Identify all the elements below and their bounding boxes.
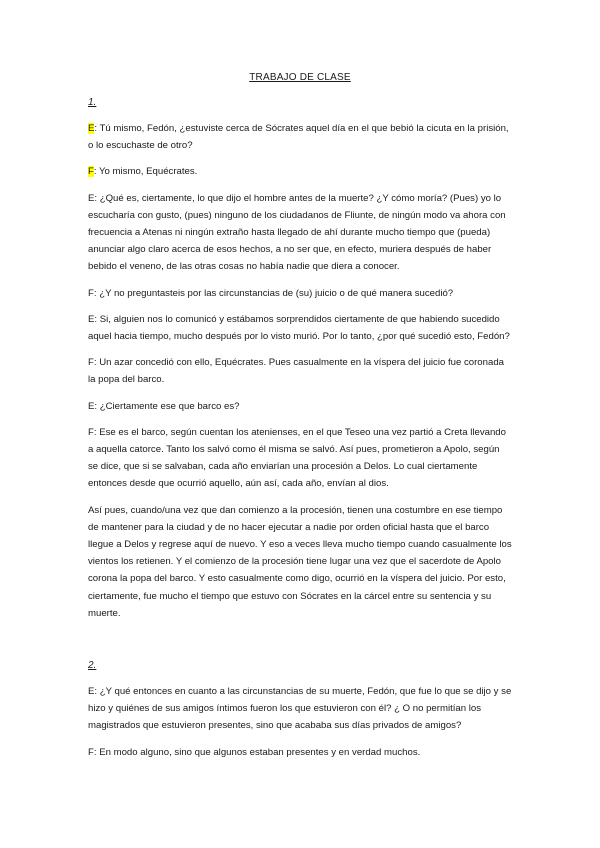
section-spacer	[88, 631, 512, 659]
dialogue-paragraph	[88, 311, 512, 345]
dialogue-paragraph	[88, 683, 512, 735]
dialogue-text: Así pues, cuando/una vez que dan comienzo a la procesión, tienen una costumbre en ese tiempo de mantener para la ciudad y de no hacer ejecutar a nadie por orden oficial hasta que el barco llegue a Delos y regrese aquí de nuevo. Y eso a veces lleva mucho tiempo cuando casualmente los vientos los retienen. Y el comienzo de la procesión tiene lugar una vez que el sacerdote de Apolo corona la popa del barco. Y esto casualmente como digo, ocurrió en la víspera del juicio. Por esto, ciertamente, fue mucho el tiempo que estuvo con Sócrates en la cárcel entre su sentencia y su muerte.	[88, 504, 512, 619]
speaker-label-highlighted: F	[88, 166, 94, 178]
dialogue-paragraph	[88, 424, 512, 493]
speaker-label: E	[88, 192, 95, 204]
dialogue-text: : ¿Y qué entonces en cuanto a las circunstancias de su muerte, Fedón, que fue lo que se dijo y se hizo y quiénes de sus amigos íntimos fueron los que estuvieron con él? ¿ O no permitían los magistrados que estuvieron presentes, sino que acababa sus días privados de amigos?	[88, 686, 512, 732]
dialogue-text: : Ese es el barco, según cuentan los atenienses, en el que Teseo una vez partió a Creta llevando a aquella catorce. Tanto los salvó como él misma se salvó. Así pues, prometieron a Apolo, según se dice, que si se salvaban, cada año enviarían una procesión a Delos. Lo cual ciertamente entonces desde que ocurrió aquello, aún así, cada año, envían al dios.	[88, 426, 506, 490]
dialogue-paragraph	[88, 163, 512, 180]
dialogue-paragraph	[88, 354, 512, 388]
dialogue-text: : Yo mismo, Equécrates.	[93, 166, 198, 178]
dialogue-text: : ¿Y no preguntasteis por las circunstancias de (su) juicio o de qué manera sucedió?	[93, 287, 454, 299]
section-number-1: 1.	[88, 97, 97, 108]
dialogue-paragraph	[88, 285, 512, 302]
document-title: TRABAJO DE CLASE	[249, 72, 351, 83]
dialogue-text: : Si, alguien nos lo comunicó y estábamos sorprendidos ciertamente de que habiendo sucedido aquel hacia tiempo, mucho después por lo visto murió. Por lo tanto, ¿por qué sucedió esto, Fedón?	[88, 313, 510, 343]
speaker-label: F	[88, 746, 94, 758]
dialogue-paragraph	[88, 190, 512, 276]
speaker-label: F	[88, 357, 94, 369]
dialogue-paragraph	[88, 744, 512, 761]
speaker-label: F	[88, 287, 94, 299]
speaker-label: E	[88, 686, 95, 698]
speaker-label: E	[88, 313, 95, 325]
dialogue-text: : ¿Qué es, ciertamente, lo que dijo el hombre antes de la muerte? ¿Y cómo moría? (Pues) yo lo escucharía con gusto, (pues) ninguno de los ciudadanos de Fliunte, de ningún modo va ahora con frecuencia a Atenas ni ningún extraño hasta llegado de ahí durante mucho tiempo que (pueda) anunciar algo claro acerca de esos hechos, a no ser que, en efecto, muriera después de haber bebido el veneno, de las otras cosas no había nadie que diera a conocer.	[88, 192, 506, 273]
dialogue-text: : En modo alguno, sino que algunos estaban presentes y en verdad muchos.	[93, 746, 421, 758]
dialogue-text: : ¿Ciertamente ese que barco es?	[94, 400, 240, 412]
speaker-label: F	[88, 426, 94, 438]
section-number-2: 2.	[88, 660, 97, 672]
dialogue-paragraph	[88, 398, 512, 415]
speaker-label: E	[88, 400, 95, 412]
dialogue-text: : Un azar concedió con ello, Equécrates. Pues casualmente en la víspera del juicio fue coronada la popa del barco.	[88, 357, 504, 386]
dialogue-paragraph	[88, 120, 512, 154]
dialogue-text: : Tú mismo, Fedón, ¿estuviste cerca de Sócrates aquel día en el que bebió la cicuta en la prisión, o lo escuchaste de otro?	[88, 123, 509, 152]
narrative-paragraph	[88, 502, 512, 622]
speaker-label-highlighted: E	[88, 123, 95, 134]
